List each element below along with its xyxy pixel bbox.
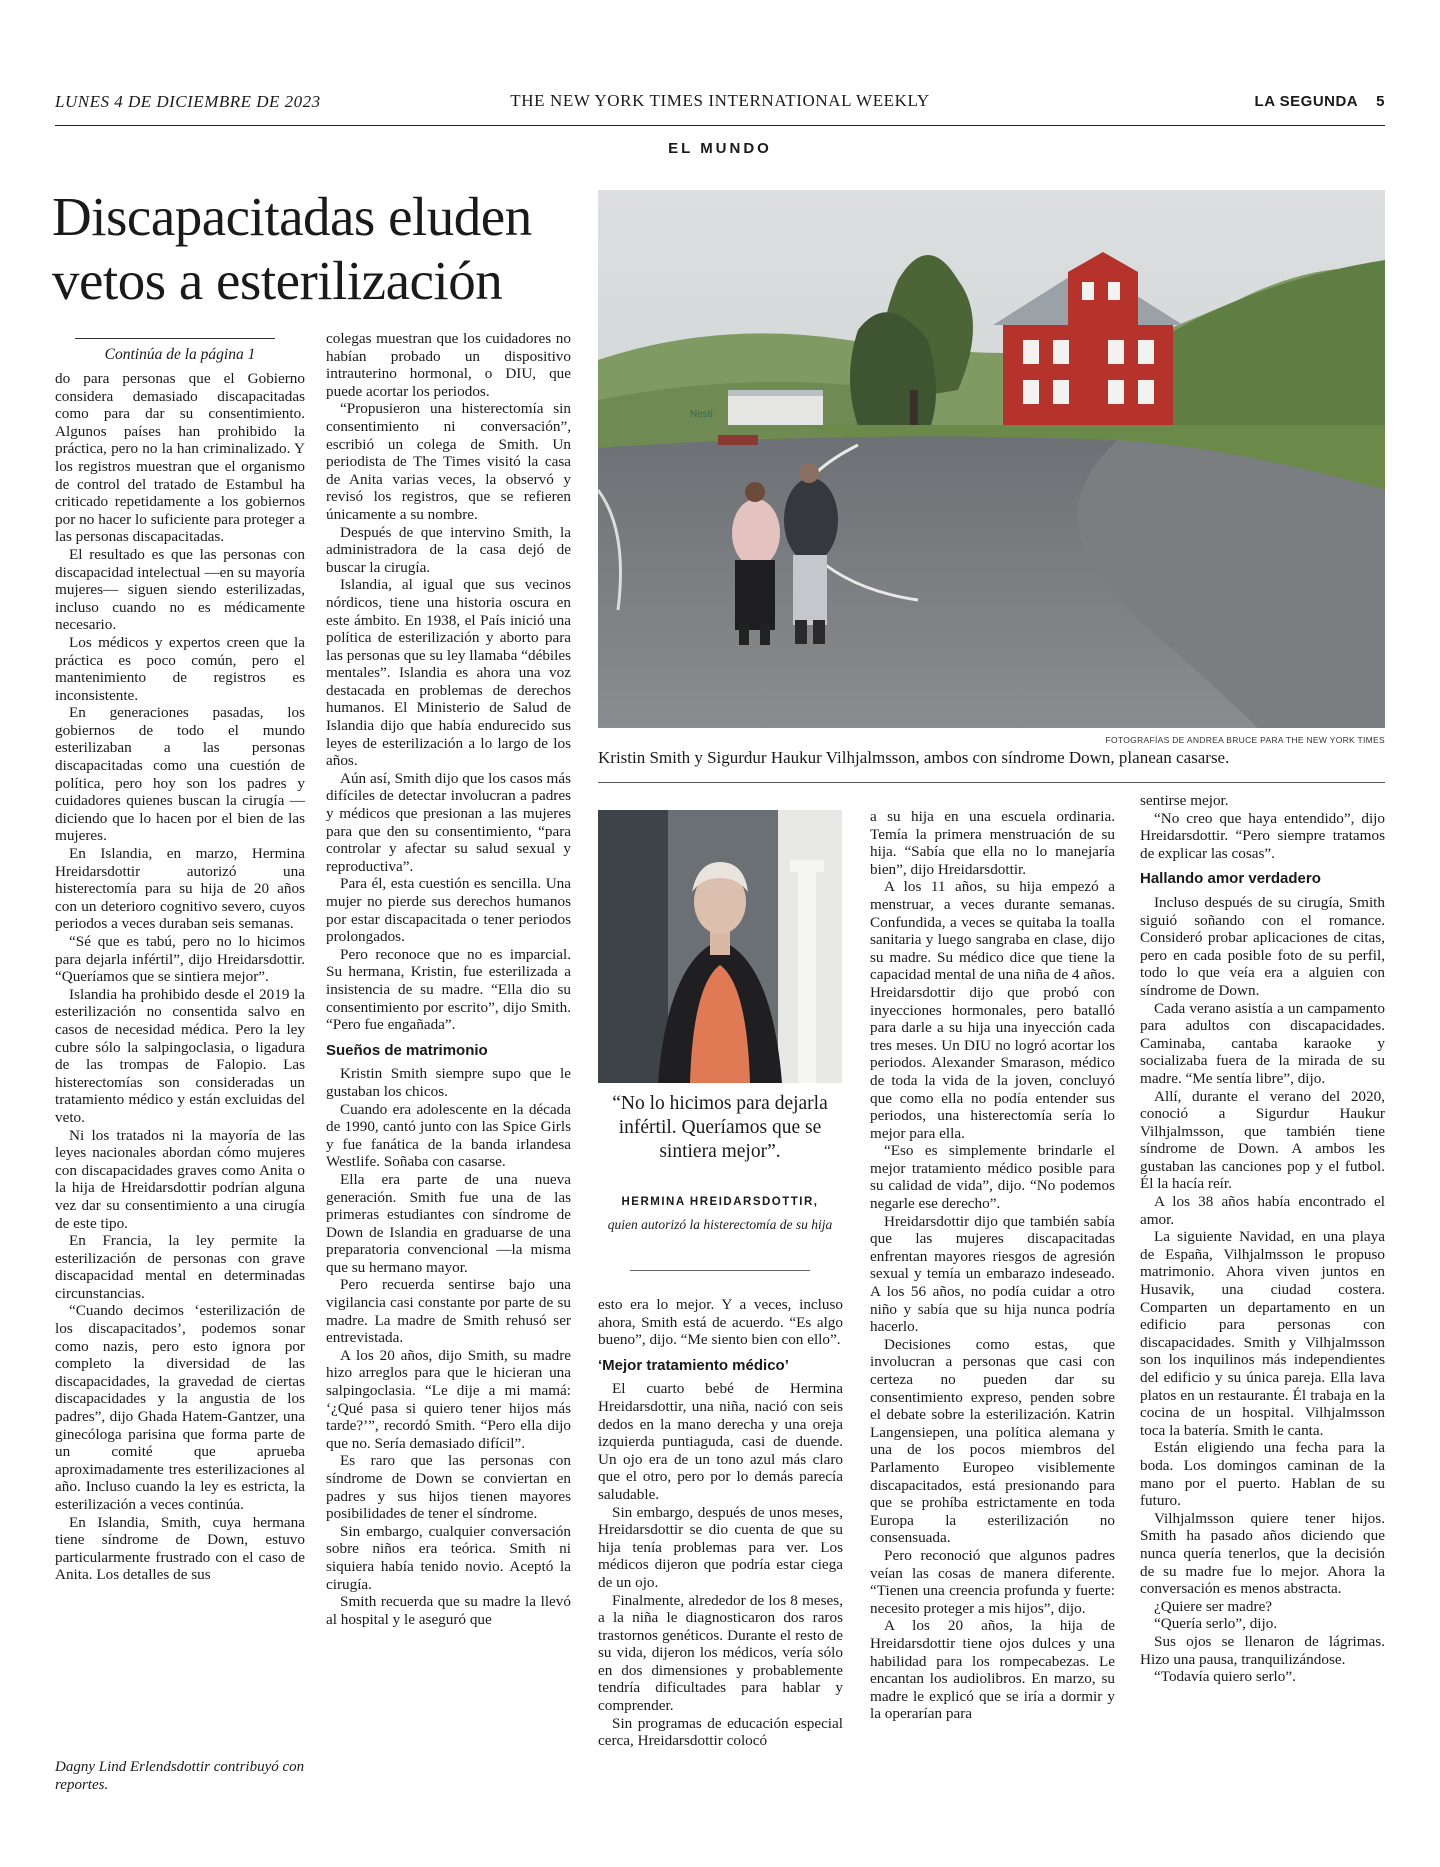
paragraph: “No creo que haya entendido”, dijo Hreidarsdottir. “Pero siempre tratamos de explicar las cosas”. bbox=[1140, 809, 1385, 862]
paragraph: Es raro que las personas con síndrome de Down se conviertan en padres y sus hijos tienen mayores posibilidades de tener el síndrome. bbox=[326, 1452, 571, 1523]
paragraph: colegas muestran que los cuidadores no habían probado un dispositivo intrauterino hormonal, o DIU, que puede acortar los periodos. bbox=[326, 330, 571, 400]
paragraph: Sus ojos se llenaron de lágrimas. Hizo una pausa, tranquilizándose. bbox=[1140, 1632, 1385, 1668]
continued-rule bbox=[75, 338, 275, 339]
paragraph: En Islandia, Smith, cuya hermana tiene síndrome de Down, estuvo particularmente frustrado con el caso de Anita. Los detalles de sus bbox=[55, 1513, 305, 1584]
nesti-sign: Nesti bbox=[690, 409, 713, 420]
paragraph: Sin programas de educación especial cerca, Hreidarsdottir colocó bbox=[598, 1714, 843, 1750]
paragraph: “Eso es simplemente brindarle el mejor tratamiento médico posible para su calidad de vida”, dijo. “No podemos negarle ese derecho”. bbox=[870, 1142, 1115, 1213]
paragraph: La siguiente Navidad, en una playa de España, Vilhjalmsson le propuso matrimonio. Ahora viven juntos en Husavik, una ciudad costera. Comparten un departamento en un edificio para personas con discapacidades. Smith y Vilhjalmsson son los inquilinos más independientes del edificio y su única pareja. Ella lava platos en un restaurante. Él trabaja en la cocina de un hospital. Vilhjalmsson toca la batería. Smith le canta. bbox=[1140, 1228, 1385, 1439]
paragraph: A los 20 años, dijo Smith, su madre hizo arreglos para que le hicieran una salpingoclasia. “Le dije a mi mamá: ‘¿Qué pasa si quiero tener hijos más tarde?’”, recordó Smith. “Pero ella dijo que no. Sería demasiado difícil”. bbox=[326, 1346, 571, 1452]
paragraph: En Islandia, en marzo, Hermina Hreidarsdottir autorizó una histerectomía para su hija de 20 años con un deterioro cognitivo severo, cuyos periodos a veces duraban seis semanas. bbox=[55, 845, 305, 933]
subheading: ‘Mejor tratamiento médico’ bbox=[598, 1356, 789, 1374]
paragraph: Los médicos y expertos creen que la práctica es poco común, pero el mantenimiento de registros es inconsistente. bbox=[55, 633, 305, 704]
paragraph: Decisiones como estas, que involucran a personas que casi con certeza no pueden dar su consentimiento expreso, penden sobre el debate sobre la esterilización. Katrin Langensiepen, una política alemana y una de los pocos miembros del Parlamento Europeo visiblemente discapacitados, está presionando para que se prohíba estrictamente en toda Europa la esterilización no consensuada. bbox=[870, 1335, 1115, 1547]
paragraph: A los 20 años, la hija de Hreidarsdottir tiene ojos dulces y una habilidad para los rompecabezas. Le encantan los audiolibros. En marzo, su madre le explicó que se iría a dormir y la operarían para bbox=[870, 1617, 1115, 1723]
couple-walking-photo bbox=[598, 190, 1385, 728]
issue-date: LUNES 4 DE DICIEMBRE DE 2023 bbox=[55, 92, 321, 111]
newspaper-name: THE NEW YORK TIMES INTERNATIONAL WEEKLY bbox=[510, 91, 930, 110]
paragraph: “Cuando decimos ‘esterilización de los discapacitados’, podemos sonar como nazis, pero esto ignora por completo la diversidad de las discapacidades, la gravedad de ciertas discapacidades y la angustia de los padres”, dijo Ghada Hatem-Gantzer, una ginecóloga parisina que forma parte de un comité que aprueba aproximadamente tres esterilizaciones al año. Incluso cuando la ley es estricta, la esterilización a veces continúa. bbox=[55, 1302, 305, 1513]
article-column-5 bbox=[1140, 792, 1385, 1686]
paragraph: “Todavía quiero serlo”. bbox=[1154, 1668, 1296, 1686]
article-column-1 bbox=[55, 370, 305, 1584]
paragraph: Allí, durante el verano del 2020, conoció a Sigurdur Haukur Vilhjalmsson, que también tiene síndrome de Down. A ambos les gustaban las canciones pop y el futbol. Él la hacía reír. bbox=[1140, 1087, 1385, 1193]
article-column-2 bbox=[326, 330, 571, 1628]
paragraph: Están eligiendo una fecha para la boda. Los domingos caminan de la mano por el puerto. Hablan de su futuro. bbox=[1140, 1439, 1385, 1510]
paragraph: ¿Quiere ser madre? bbox=[1154, 1597, 1273, 1615]
paragraph: En Francia, la ley permite la esterilización de personas con grave discapacidad mental en determinadas circunstancias. bbox=[55, 1232, 305, 1302]
paragraph: “Propusieron una histerectomía sin consentimiento ni conversación”, escribió un colega de Smith. Un periodista de The Times visitó la casa de Anita varias veces, la observó y revisó los registros, que se refieren únicamente a su nombre. bbox=[326, 400, 571, 523]
hermina-portrait bbox=[598, 810, 842, 1083]
paragraph: A los 11 años, su hija empezó a menstruar, a veces durante semanas. Confundida, a veces se quitaba la toalla sanitaria y luego sangraba en clase, dijo su madre. Su médico dice que tiene la capacidad mental de una niña de 4 años. Hreidarsdottir dijo que probó con inyecciones hormonales, pero batalló para darle a su hija una inyección cada tres meses. Un DIU no logró acortar los periodos. Alexander Smarason, médico de toda la vida de la joven, concluyó que como ella no podía entender sus periodos, una histerectomía sería lo mejor para ella. bbox=[870, 878, 1115, 1142]
paragraph: “Quería serlo”, dijo. bbox=[1154, 1615, 1278, 1633]
portrait-photo bbox=[598, 810, 842, 1083]
paragraph: Pero recuerda sentirse bajo una vigilancia casi constante por parte de su madre. La madre de Smith rehusó ser entrevistada. bbox=[326, 1276, 571, 1347]
paragraph: Después de que intervino Smith, la administradora de la casa dejó de buscar la cirugía. bbox=[326, 523, 571, 576]
paragraph: Pero reconoció que algunos padres veían las cosas de manera diferente. “Tienen una creencia profunda y fuerte: necesito proteger a mis hijos”, dijo. bbox=[870, 1546, 1115, 1617]
paragraph: a su hija en una escuela ordinaria. Temía la primera menstruación de su hija. “Sabía que ella no lo manejaría bien”, dijo Hreidarsdottir. bbox=[870, 808, 1115, 878]
paragraph: do para personas que el Gobierno considera demasiado discapacitadas como para dar su consentimiento. Algunos países han prohibido la práctica, pero no la han criminalizado. Y los registros muestran que el organismo de control del tratado de Estambul ha criticado repetidamente a los gobiernos por no hacer lo suficiente para proteger a las personas discapacitadas. bbox=[55, 370, 305, 546]
paragraph: Kristin Smith siempre supo que le gustaban los chicos. bbox=[326, 1065, 571, 1100]
paragraph: sentirse mejor. bbox=[1140, 792, 1229, 809]
paragraph: Hreidarsdottir dijo que también sabía que las mujeres discapacitadas enfrentan mayores riesgos de agresión sexual y temía un embarazo indeseado. A los 56 años, no podía cuidar a otro niño y sabía que su hija nunca podría hacerlo. bbox=[870, 1212, 1115, 1336]
paragraph: Aún así, Smith dijo que los casos más difíciles de detectar involucran a padres y médicos que presionan a las mujeres para que den su consentimiento, “para controlar y afectar su salud sexual y reproductiva”. bbox=[326, 769, 571, 875]
paragraph: Finalmente, alrededor de los 8 meses, a la niña le diagnosticaron dos raros trastornos genéticos. Durante el resto de su vida, dijeron los médicos, vería sólo en dos dimensiones y probablemente tendría dificultades para hablar y comprender. bbox=[598, 1591, 843, 1715]
paragraph: esto era lo mejor. Y a veces, incluso ahora, Smith está de acuerdo. “Es algo bueno”, dijo. “Me siento bien con ello”. bbox=[598, 1296, 843, 1349]
pull-quote: “No lo hicimos para dejarla infértil. Queríamos que se sintiera mejor”. bbox=[612, 1093, 828, 1162]
paragraph: Vilhjalmsson quiere tener hijos. Smith ha pasado años diciendo que nunca quería tenerlos, que la decisión de su madre fue lo mejor. Ahora la conversación es menos abstracta. bbox=[1140, 1509, 1385, 1598]
photo-credit: FOTOGRAFÍAS DE ANDREA BRUCE PARA THE NEW YORK TIMES bbox=[1105, 735, 1385, 745]
paragraph: A los 38 años había encontrado el amor. bbox=[1140, 1193, 1385, 1228]
pull-quote-name: HERMINA HREIDARSDOTTIR, bbox=[621, 1196, 819, 1208]
pull-quote-role: quien autorizó la histerectomía de su hija bbox=[607, 1217, 833, 1232]
paragraph: Sin embargo, después de unos meses, Hreidarsdottir se dio cuenta de que su hija tenía problemas para ver. Los médicos dijeron que podría estar ciega de un ojo. bbox=[598, 1503, 843, 1591]
paragraph: En generaciones pasadas, los gobiernos de todo el mundo esterilizaban a las personas discapacitadas como una cuestión de política, pero hoy son los padres y cuidadores quienes buscan la cirugía —diciendo que lo hacen por el bien de las mujeres. bbox=[55, 704, 305, 845]
reporting-credit: Dagny Lind Erlendsdottir contribuyó con reportes. bbox=[55, 1759, 305, 1793]
caption-rule bbox=[598, 782, 1385, 783]
pull-quote-rule bbox=[630, 1270, 810, 1271]
subheading: Hallando amor verdadero bbox=[1140, 870, 1321, 888]
paragraph: Islandia ha prohibido desde el 2019 la esterilización no consentida salvo en casos de necesidad médica. Pero la ley cubre sólo la salpingoclasia, o ligadura de las trompas de Falopio. Las histerectomías son consideradas un tratamiento médico y están excluidas del veto. bbox=[55, 985, 305, 1126]
paragraph: Ni los tratados ni la mayoría de las leyes nacionales abordan cómo mujeres con discapacidades graves como Anita o la hija de Hreidarsdottir podrían alguna vez dar su consentimiento a una cirugía de este tipo. bbox=[55, 1126, 305, 1232]
main-photo bbox=[598, 190, 1385, 728]
article-column-4 bbox=[870, 808, 1115, 1723]
article-column-3 bbox=[598, 1296, 843, 1750]
paragraph: Ella era parte de una nueva generación. Smith fue una de las primeras estudiantes con síndrome de Down de Islandia en graduarse de una preparatoria convencional —la misma que su hermano mayor. bbox=[326, 1170, 571, 1276]
continued-from-label: Continúa de la página 1 bbox=[104, 346, 256, 363]
page-number: 5 bbox=[1376, 93, 1385, 110]
paragraph: Pero reconoce que no es imparcial. Su hermana, Kristin, fue esterilizada a insistencia de su madre. “Ella dio su consentimiento por escrito”, dijo Smith. “Pero fue engañada”. bbox=[326, 945, 571, 1034]
headline: Discapacitadas eluden vetos a esterilización bbox=[52, 186, 532, 311]
paragraph: Incluso después de su cirugía, Smith siguió soñando con el romance. Consideró probar aplicaciones de citas, pero en cada posible foto de su perfil, todo lo que veía era a alguien con síndrome de Down. bbox=[1140, 893, 1385, 999]
paragraph: Cada verano asistía a un campamento para adultos con discapacidades. Caminaba, cantaba karaoke y socializaba fuera de la mirada de su madre. “Me sentía libre”, dijo. bbox=[1140, 999, 1385, 1087]
paragraph: Sin embargo, cualquier conversación sobre niños era teórica. Smith ni siquiera había tenido novio. Aceptó la cirugía. bbox=[326, 1522, 571, 1593]
paragraph: El resultado es que las personas con discapacidad intelectual —en su mayoría mujeres— siguen siendo esterilizadas, incluso cuando no es médicamente necesario. bbox=[55, 545, 305, 634]
paragraph: El cuarto bebé de Hermina Hreidarsdottir, una niña, nació con seis dedos en la mano derecha y una oreja izquierda puntiaguda, casi de duende. Un ojo era de un tono azul más claro que el otro, pero por lo demás parecía saludable. bbox=[598, 1380, 843, 1503]
section-name: LA SEGUNDA bbox=[1254, 93, 1359, 110]
paragraph: “Sé que es tabú, pero no lo hicimos para dejarla infértil”, dijo Hreidarsdottir. “Queríamos que se sintiera mejor”. bbox=[55, 933, 305, 986]
paragraph: Islandia, al igual que sus vecinos nórdicos, tiene una historia oscura en este ámbito. En 1938, el País inició una política de esterilización y aborto para las personas que su ley llamaba “débiles mentales”. Islandia es ahora una voz destacada en problemas de derechos humanos. El Ministerio de Salud de Islandia dijo que había endurecido sus leyes de esterilización a lo largo de los años. bbox=[326, 576, 571, 770]
section-kicker: EL MUNDO bbox=[668, 140, 772, 157]
paragraph: Para él, esta cuestión es sencilla. Una mujer no pierde sus derechos humanos por estar discapacitada o tener periodos prolongados. bbox=[326, 875, 571, 946]
paragraph: Cuando era adolescente en la década de 1990, cantó junto con las Spice Girls y fue fanática de la banda irlandesa Westlife. Soñaba con casarse. bbox=[326, 1100, 571, 1171]
paragraph: Smith recuerda que su madre la llevó al hospital y le aseguró que bbox=[326, 1593, 571, 1628]
subheading: Sueños de matrimonio bbox=[326, 1041, 488, 1059]
photo-caption: Kristin Smith y Sigurdur Haukur Vilhjalmsson, ambos con síndrome Down, planean casarse. bbox=[598, 748, 1230, 767]
section-label bbox=[1255, 93, 1385, 110]
masthead-rule bbox=[55, 125, 1385, 126]
